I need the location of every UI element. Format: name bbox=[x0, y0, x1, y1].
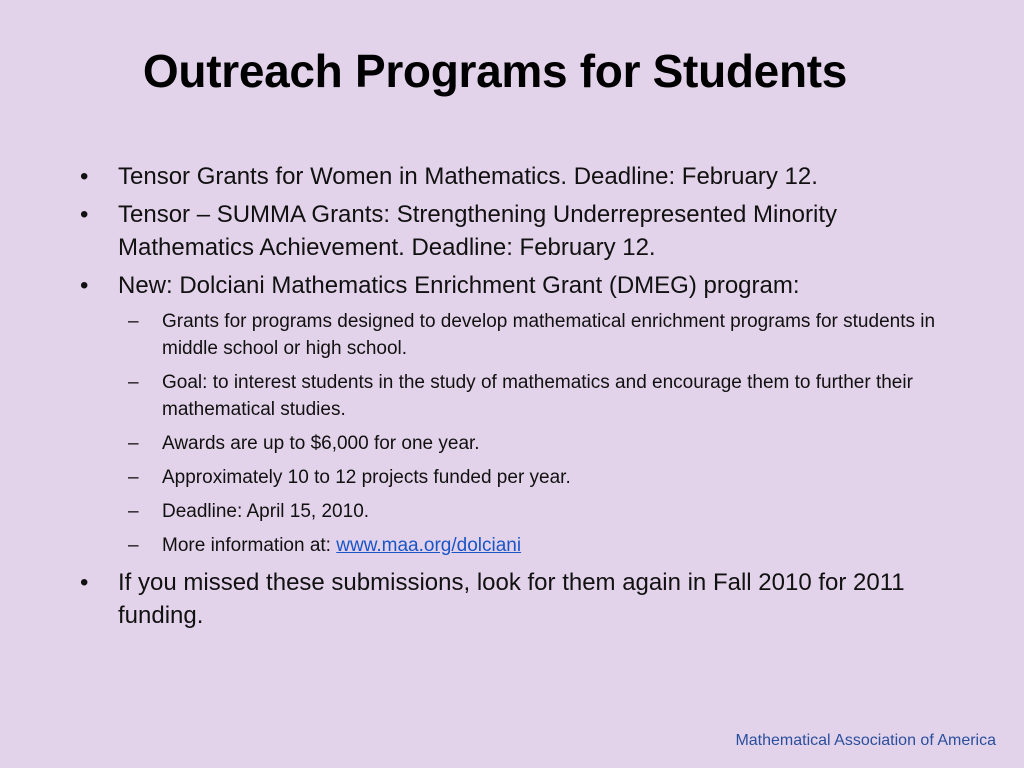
bullet-item bbox=[80, 269, 970, 302]
sub-bullet-marker: – bbox=[128, 467, 139, 488]
slide-title: Outreach Programs for Students bbox=[142, 45, 848, 97]
sub-bullet-item bbox=[128, 369, 970, 423]
sub-bullet-text: Deadline: April 15, 2010. bbox=[162, 501, 370, 522]
bullet-text: New: Dolciani Mathematics Enrichment Grant (DMEG) program: bbox=[118, 272, 800, 299]
sub-bullet-marker: – bbox=[128, 501, 139, 522]
dolciani-link[interactable]: www.maa.org/dolciani bbox=[336, 535, 522, 556]
sub-bullet-marker: – bbox=[128, 372, 139, 393]
sub-bullet-text: Awards are up to $6,000 for one year. bbox=[162, 433, 480, 454]
sub-bullet-marker: – bbox=[128, 433, 139, 454]
sub-bullet-item bbox=[128, 430, 970, 457]
bullet-item bbox=[80, 160, 970, 193]
sub-bullet-item bbox=[128, 464, 970, 491]
sub-bullet-marker: – bbox=[128, 535, 139, 556]
sub-bullet-item bbox=[128, 532, 970, 559]
sub-bullet-text: More information at: bbox=[162, 535, 337, 556]
sub-bullet-item bbox=[128, 308, 970, 362]
bullet-text: Tensor Grants for Women in Mathematics. Deadline: February 12. bbox=[118, 163, 818, 190]
sub-bullet-text: Grants for programs designed to develop mathematical enrichment programs for students in middle school or high school. bbox=[162, 311, 936, 359]
slide-content bbox=[80, 160, 970, 637]
bullet-text: Tensor – SUMMA Grants: Strengthening Underrepresented Minority Mathematics Achievement. Deadline: February 12. bbox=[118, 201, 838, 261]
bullet-marker: • bbox=[80, 163, 89, 190]
bullet-marker: • bbox=[80, 201, 89, 228]
bullet-item bbox=[80, 198, 970, 264]
sub-bullet-item bbox=[128, 498, 970, 525]
bullet-marker: • bbox=[80, 272, 89, 299]
bullet-item bbox=[80, 566, 970, 632]
sub-bullet-marker: – bbox=[128, 311, 139, 332]
bullet-marker: • bbox=[80, 569, 89, 596]
sub-bullet-text: Approximately 10 to 12 projects funded per year. bbox=[162, 467, 571, 488]
bullet-text: If you missed these submissions, look for them again in Fall 2010 for 2011 funding. bbox=[118, 569, 905, 629]
sub-bullet-list bbox=[80, 308, 970, 559]
footer-organization: Mathematical Association of America bbox=[735, 732, 996, 749]
sub-bullet-text: Goal: to interest students in the study of mathematics and encourage them to further their mathematical studies. bbox=[162, 372, 913, 420]
